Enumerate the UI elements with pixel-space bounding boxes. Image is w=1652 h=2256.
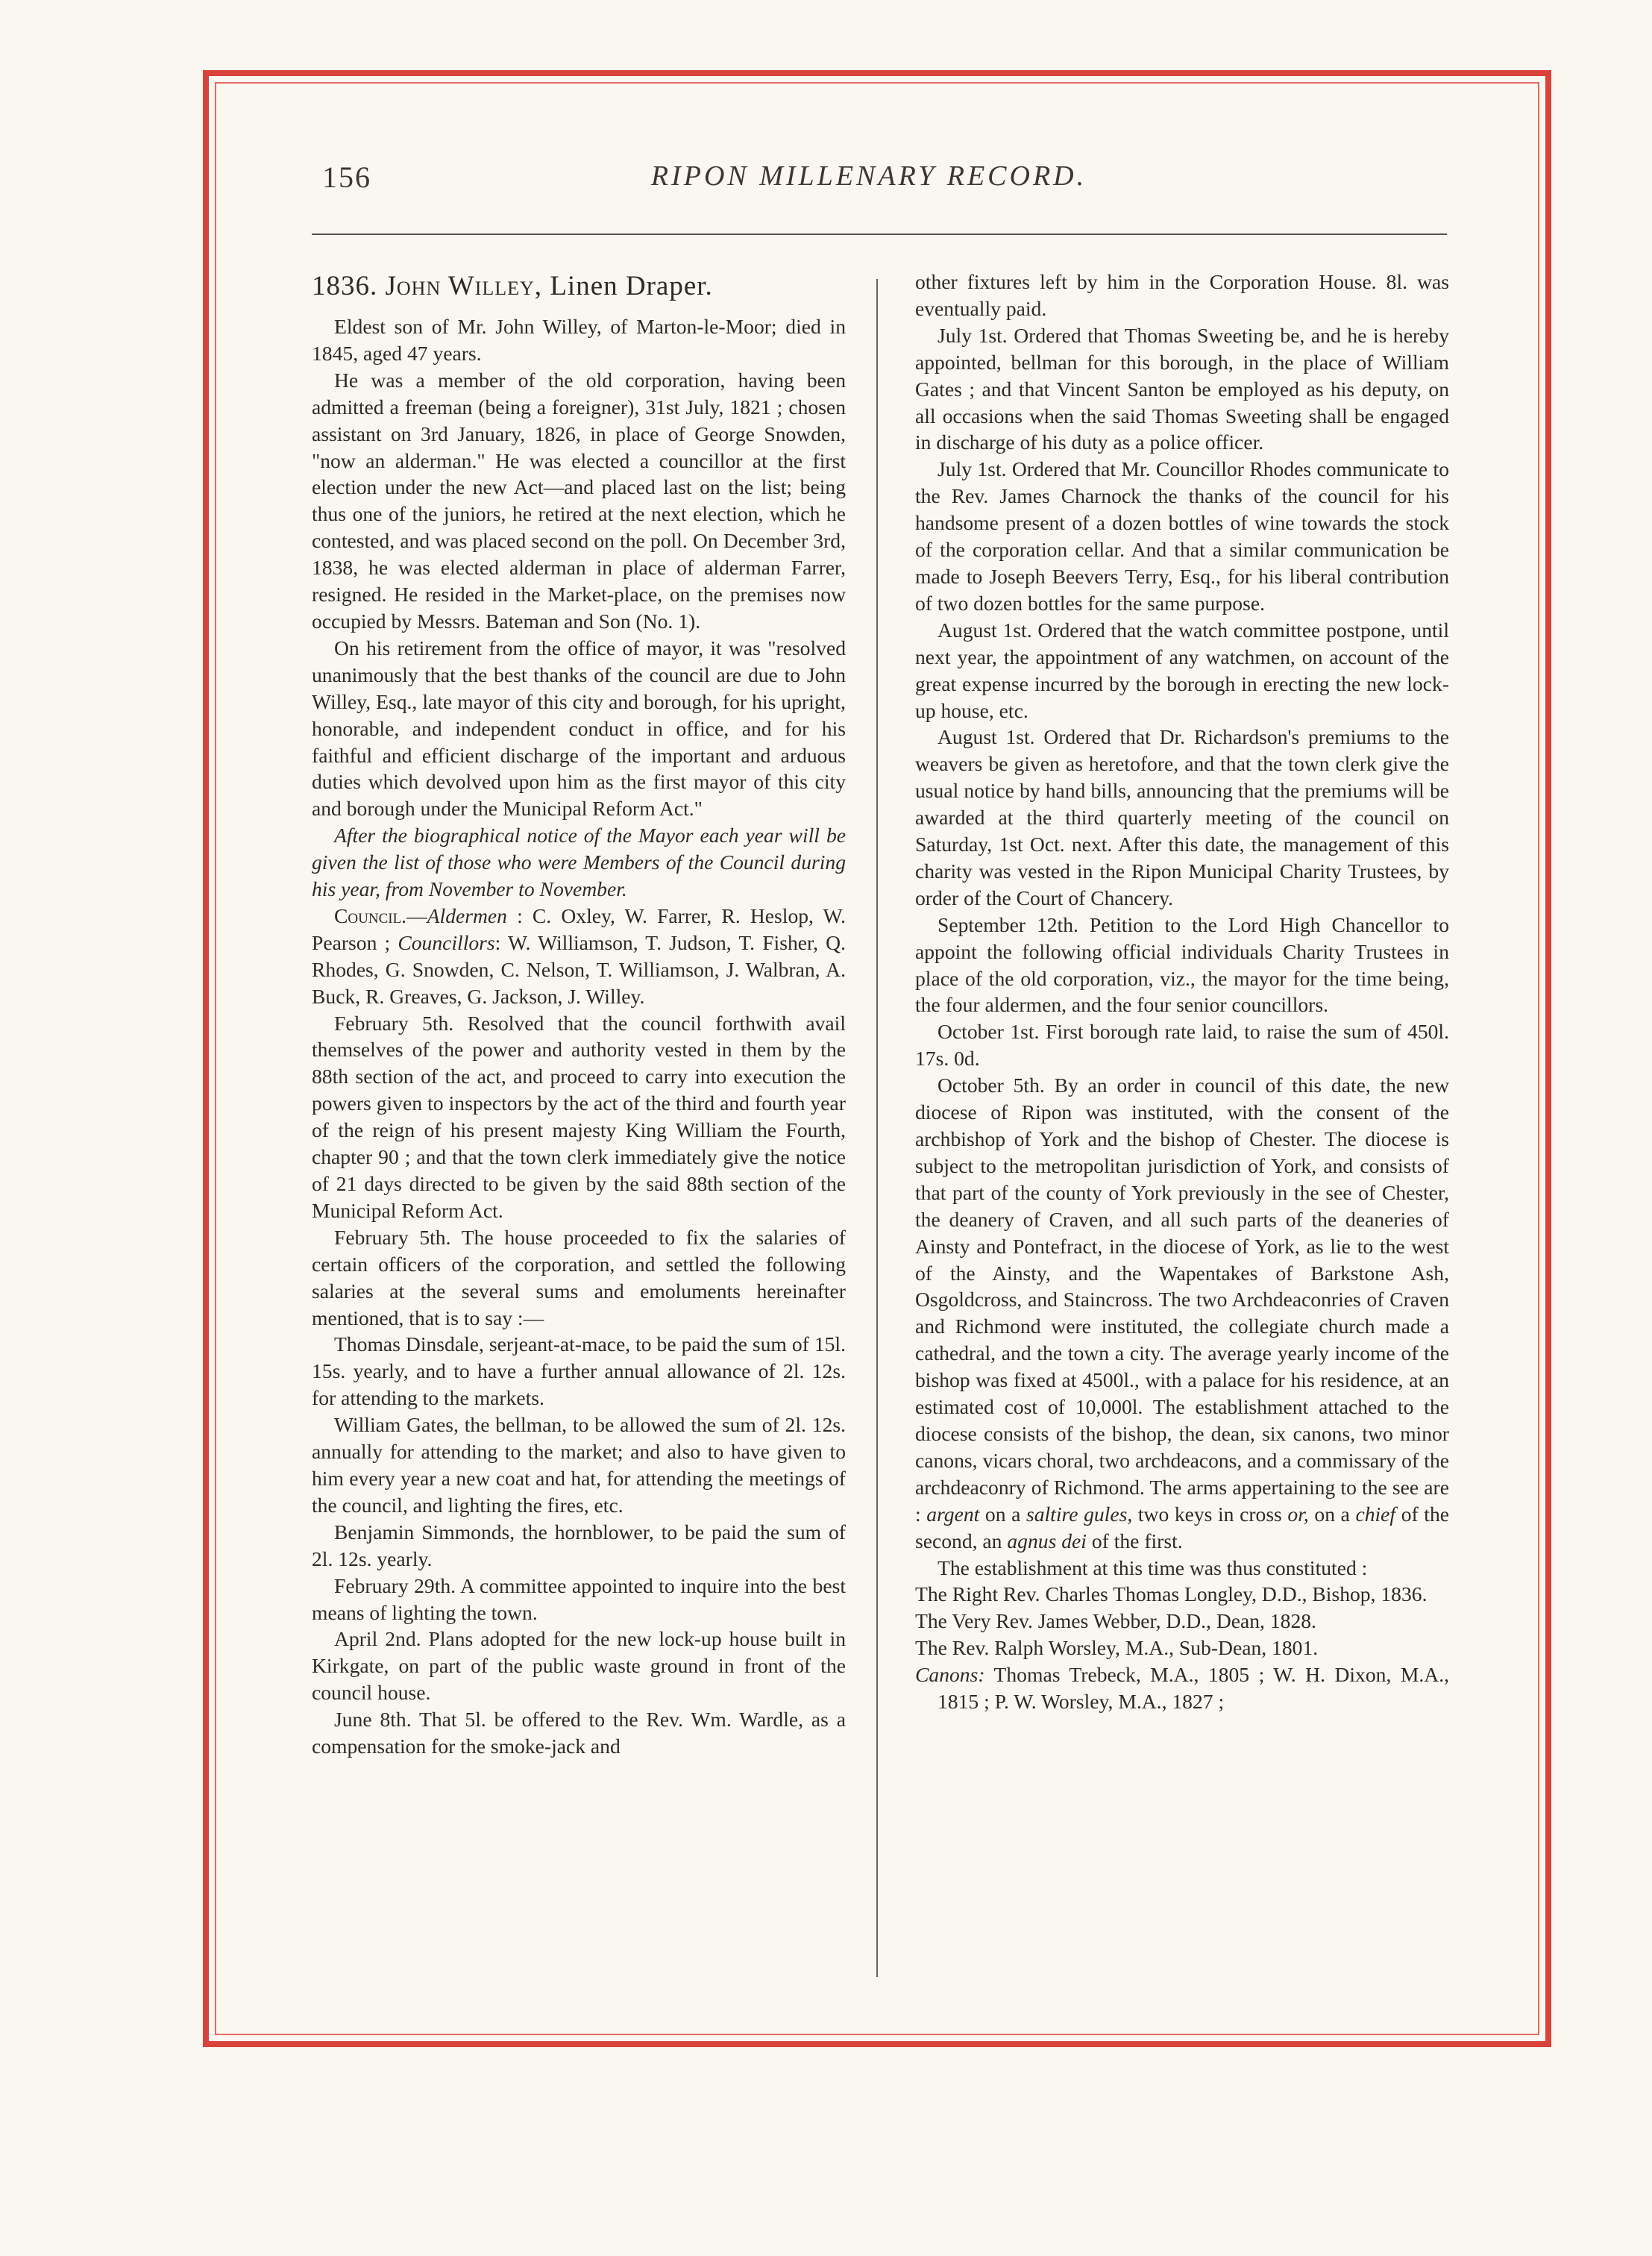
arms-text: or, <box>1287 1502 1309 1526</box>
paragraph: August 1st. Ordered that the watch committee postpone, until next year, the appointment of any watchmen, on account of the great expense incurred by the borough in erecting the new lock-up house, etc. <box>915 618 1449 722</box>
arms-text: agnus dei <box>1007 1529 1087 1552</box>
council-label: Council. <box>334 903 407 927</box>
paragraph: Eldest son of Mr. John Willey, of Marton-le-Moor; died in 1845, aged 47 years. <box>312 315 846 365</box>
council-note-text: After the biographical notice of the Mayor each year will be given the list of those who were Members of the Council during his year, from November to November. <box>312 824 846 901</box>
entry-heading <box>312 269 846 304</box>
column-divider <box>876 279 878 1977</box>
entry-name: John Willey, <box>385 271 543 301</box>
paragraph: He was a member of the old corporation, having been admitted a freeman (being a foreigner), 31st July, 1821 ; chosen assistant on 3rd January, 1826, in place of George Snowden, "now an alderman." He was elected a councillor at the first election under the new Act—and placed last on the list; being thus one of the juniors, he retired at the next election, which he contested, and was placed second on the poll. On December 3rd, 1838, he was elected alderman in place of alderman Farrer, resigned. He resided in the Market-place, on the premises now occupied by Messrs. Bateman and Son (No. 1). <box>312 368 846 633</box>
paragraph: Thomas Dinsdale, serjeant-at-mace, to be paid the sum of 15l. 15s. yearly, and to have a further annual allowance of 2l. 12s. for attending to the markets. <box>312 1332 846 1410</box>
councillors-list: W. Williamson, T. Judson, T. Fisher, Q. Rhodes, G. Snowden, C. Nelson, T. Williamson, J. Walbran, A. Buck, R. Greaves, G. Jackson, J. Willey. <box>312 930 846 1008</box>
arms-text: on a <box>1314 1502 1350 1526</box>
paragraph: October 1st. First borough rate laid, to raise the sum of 450l. 17s. 0d. <box>915 1020 1449 1071</box>
paragraph: April 2nd. Plans adopted for the new lock-up house built in Kirkgate, on part of the public waste ground in front of the council house. <box>312 1627 846 1705</box>
clergy-entry <box>915 1661 1449 1715</box>
paragraph: February 5th. Resolved that the council forthwith avail themselves of the power and authority vested in them by the 88th section of the act, and proceed to carry into execution the powers given to inspectors by the act of the third and fourth year of the reign of his present majesty King William the Fourth, chapter 90 ; and that the town clerk immediately give the notice of 21 days directed to be given by the said 88th section of the Municipal Reform Act. <box>312 1011 846 1222</box>
arms-text: on a <box>984 1502 1021 1526</box>
paragraph: August 1st. Ordered that Dr. Richardson's premiums to the weavers be given as heretofore, and that the town clerk give the usual notice by hand bills, announcing that the premiums will be awarded at the third quarterly meeting of the council on Saturday, 1st Oct. next. After this date, the management of this charity was vested in the Ripon Municipal Charity Trustees, by order of the Court of Chancery. <box>915 725 1449 909</box>
paragraph: February 5th. The house proceeded to fix the salaries of certain officers of the corporation, and settled the following salaries at the several sums and emoluments hereinafter mentioned, that is to say :— <box>312 1225 846 1329</box>
clergy-entry: The Rev. Ralph Worsley, M.A., Sub-Dean, 1801. <box>915 1636 1319 1660</box>
paragraph: September 12th. Petition to the Lord High Chancellor to appoint the following official individuals Charity Trustees in place of the old corporation, viz., the mayor for the time being, the four aldermen, and the four senior councillors. <box>915 912 1449 1017</box>
entry-occupation: Linen Draper. <box>550 271 713 301</box>
paragraph: On his retirement from the office of mayor, it was "resolved unanimously that the best thanks of the council are due to John Willey, Esq., late mayor of this city and borough, for his upright, honorable, and independent conduct in office, and for his faithful and efficient discharge of the important and arduous duties which devolved upon him as the first mayor of this city and borough under the Municipal Reform Act." <box>312 636 846 821</box>
arms-text: saltire gules, <box>1026 1502 1133 1526</box>
paragraph: July 1st. Ordered that Thomas Sweeting be, and he is hereby appointed, bellman for this borough, in the place of William Gates ; and that Vincent Santon be employed as his deputy, on all occasions when the said Thomas Sweeting shall be engaged in discharge of his duty as a police officer. <box>915 323 1449 454</box>
paragraph: Benjamin Simmonds, the hornblower, to be paid the sum of 2l. 12s. yearly. <box>312 1520 846 1570</box>
aldermen-label: Aldermen <box>427 903 507 927</box>
aldermen-list: C. Oxley, W. Farrer, R. Heslop, W. Pearson ; <box>312 903 846 954</box>
council-note <box>312 822 846 903</box>
paragraph: July 1st. Ordered that Mr. Councillor Rhodes communicate to the Rev. James Charnock the thanks of the council for his handsome present of a dozen bottles of wine towards the stock of the corporation cellar. And that a similar communication be made to Joseph Beevers Terry, Esq., for his liberal contribution of two dozen bottles for the same purpose. <box>915 457 1449 615</box>
arms-text: two keys in cross <box>1137 1502 1282 1526</box>
paragraph: The establishment at this time was thus constituted : <box>938 1555 1368 1579</box>
page-number: 156 <box>322 160 371 194</box>
entry-year: 1836. <box>312 271 378 301</box>
arms-text: of the second, an <box>915 1502 1449 1552</box>
diocese-text: October 5th. By an order in council of this date, the new diocese of Ripon was instituted, with the consent of the archbishop of York and the bishop of Chester. The diocese is subject to the metropolitan jurisdiction of York, and consists of that part of the county of York previously in the see of Chester, the deanery of Craven, and all such parts of the deaneries of Ainsty and Pontefract, in the diocese of York, as lie to the west of the Ainsty, and the Wapentakes of Barkstone Ash, Osgoldcross, and Staincross. The two Archdeaconries of Craven and Richmond were instituted, the collegiate church made a cathedral, and the town a city. The average yearly income of the bishop was fixed at 4500l., with a palace for his residence, at an estimated cost of 10,000l. The establishment attached to the diocese consists of the bishop, the dean, six canons, two minor canons, vicars choral, two archdeacons, and a commissary of the archdeaconry of Richmond. The arms appertaining to the see are : <box>915 1074 1449 1526</box>
paragraph: February 29th. A committee appointed to inquire into the best means of lighting the town. <box>312 1573 846 1624</box>
diocese-paragraph <box>915 1072 1449 1554</box>
canons-label: Canons: <box>915 1663 985 1687</box>
left-column <box>312 269 846 1760</box>
running-title: RIPON MILLENARY RECORD. <box>650 160 1087 192</box>
arms-text: of the first. <box>1091 1529 1183 1552</box>
header-rule <box>312 234 1447 235</box>
arms-text: argent <box>926 1502 980 1526</box>
clergy-entry: The Right Rev. Charles Thomas Longley, D.D., Bishop, 1836. <box>915 1582 1428 1606</box>
canons-list: Thomas Trebeck, M.A., 1805 ; W. H. Dixon, M.A., 1815 ; P. W. Worsley, M.A., 1827 ; <box>938 1663 1449 1714</box>
paragraph: William Gates, the bellman, to be allowed the sum of 2l. 12s. annually for attending to the market; and also to have given to him every year a new coat and hat, for attending the meetings of the council, and lighting the fires, etc. <box>312 1413 846 1517</box>
councillors-label: Councillors <box>398 930 495 954</box>
clergy-entry: The Very Rev. James Webber, D.D., Dean, 1828. <box>915 1609 1316 1633</box>
council-list: Council.—Aldermen : C. Oxley, W. Farrer, R. Heslop, W. Pearson ; Councillors: W. Williamson, T. Judson, T. Fisher, Q. Rhodes, G. Snowden, C. Nelson, T. Williamson, J. Walbran, A. Buck, R. Greaves, G. Jackson, J. Willey. <box>312 903 846 1008</box>
arms-text: chief <box>1355 1502 1396 1526</box>
clergy-list <box>915 1581 1449 1715</box>
right-column <box>915 269 1449 1715</box>
paragraph: other fixtures left by him in the Corporation House. 8l. was eventually paid. <box>915 270 1449 320</box>
paragraph: June 8th. That 5l. be offered to the Rev. Wm. Wardle, as a compensation for the smoke-jack and <box>312 1708 846 1758</box>
